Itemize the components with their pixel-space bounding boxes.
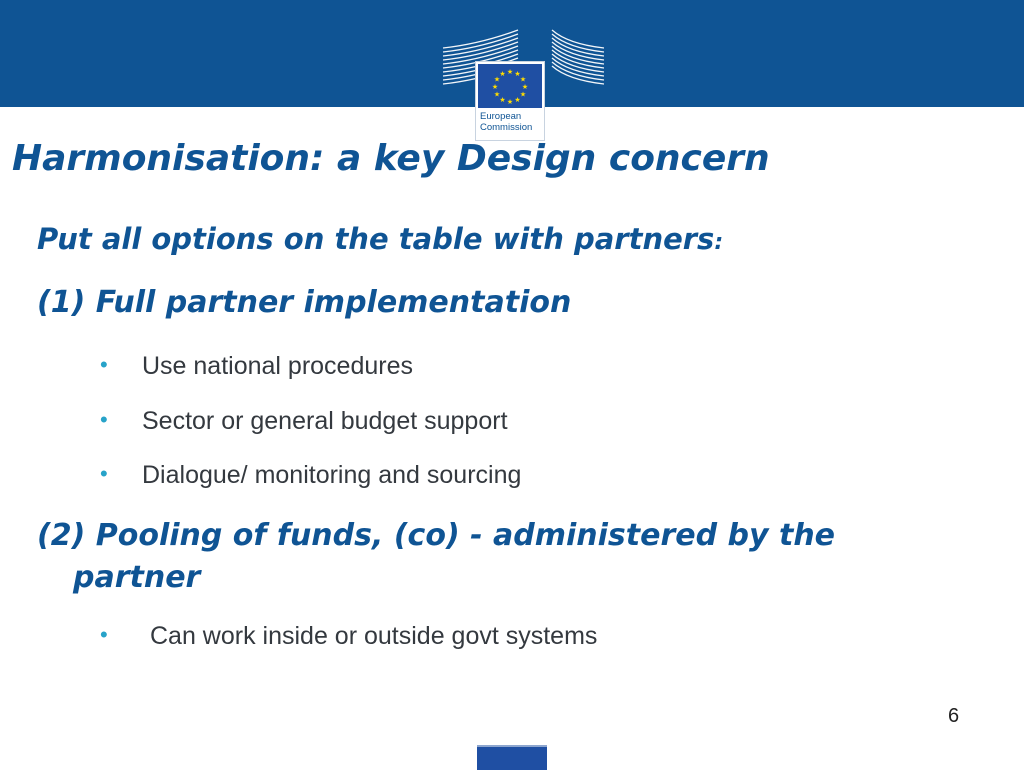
footer-flag-icon (477, 745, 547, 770)
svg-text:★: ★ (493, 75, 501, 84)
svg-text:★: ★ (521, 83, 529, 91)
svg-text:★: ★ (499, 96, 506, 104)
bullet-text: Use national procedures (142, 352, 413, 380)
svg-text:★: ★ (491, 83, 499, 91)
svg-text:★: ★ (519, 90, 527, 99)
logo-text-line1: European (480, 111, 522, 122)
bullet-dot-icon: • (100, 352, 108, 377)
bullet-item (100, 407, 508, 436)
eu-flag-icon (478, 64, 542, 108)
bullet-text: Can work inside or outside govt systems (150, 622, 598, 650)
bullet-item (100, 352, 413, 381)
intro-heading-colon: : (714, 230, 724, 255)
svg-text:★: ★ (519, 75, 527, 84)
logo-text-line2: Commission (480, 122, 533, 133)
svg-text:★: ★ (506, 68, 514, 76)
slide-title: Harmonisation: a key Design concern (12, 138, 770, 179)
intro-heading-text: Put all options on the table with partners (37, 222, 715, 256)
bullet-dot-icon: • (100, 407, 108, 432)
svg-text:★: ★ (493, 90, 501, 99)
european-commission-logo (440, 28, 606, 142)
bullet-text: Sector or general budget support (142, 407, 508, 435)
page-number: 6 (948, 705, 960, 727)
svg-text:★: ★ (514, 70, 521, 78)
bullet-dot-icon: • (100, 622, 108, 647)
logo-wordmark (480, 111, 532, 133)
option-2-heading (37, 515, 997, 599)
option-1-heading: (1) Full partner implementation (37, 285, 572, 320)
svg-text:★: ★ (514, 96, 521, 104)
svg-text:★: ★ (506, 98, 514, 106)
logo-emblem (475, 61, 545, 141)
intro-heading (37, 222, 723, 256)
bullet-item (100, 461, 522, 490)
option-2-heading-line2: partner (73, 560, 201, 595)
bullet-item (100, 622, 598, 651)
svg-text:★: ★ (499, 70, 506, 78)
bullet-dot-icon: • (100, 461, 108, 486)
option-2-heading-line1: (2) Pooling of funds, (co) - administered by the (37, 518, 836, 553)
bullet-text: Dialogue/ monitoring and sourcing (142, 461, 522, 489)
